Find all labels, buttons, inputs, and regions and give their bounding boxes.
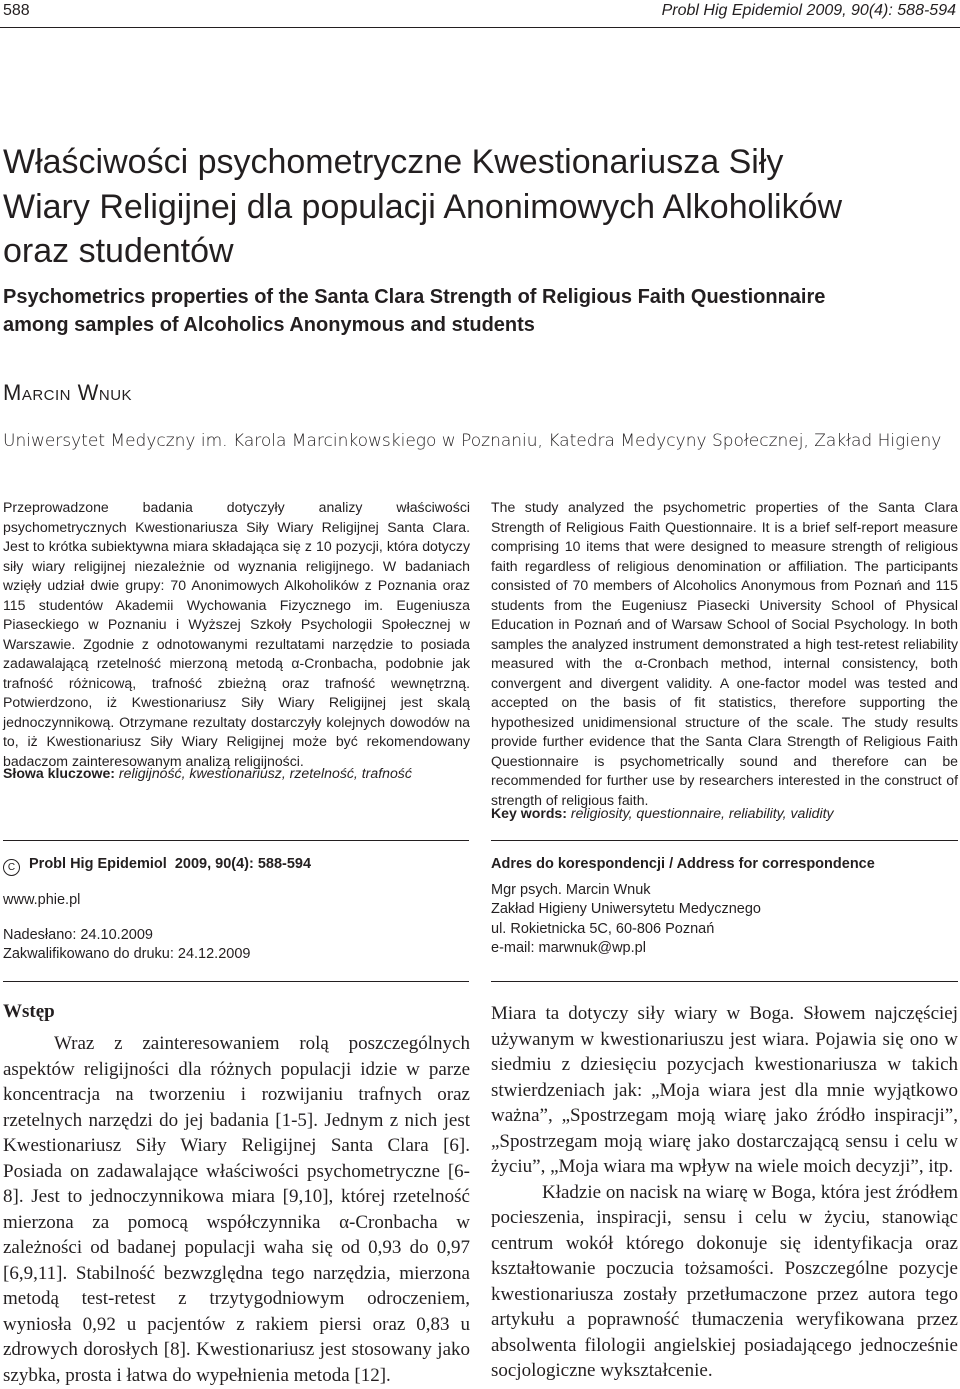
correspondence-name: Mgr psych. Marcin Wnuk [491,881,651,898]
header-rule [0,27,960,28]
divider [3,981,469,982]
page-number: 588 [3,2,30,19]
section-heading: Wstęp [3,1001,55,1022]
divider [491,981,958,982]
citation-details: 2009, 90(4): 588-594 [174,856,312,872]
citation-block [3,855,311,965]
correspondence-email[interactable]: e-mail: marwnuk@wp.pl [491,940,646,956]
title-line: Wiary Religijnej dla populacji Anonimowych Alkoholików [3,187,843,226]
correspondence-block [491,855,875,959]
author-affiliation: Uniwersytet Medyczny im. Karola Marcinkowskiego w Poznaniu, Katedra Medycyny Społecznej, Zakład Higieny [3,431,942,451]
title-line: oraz studentów [3,232,234,270]
citation-line [3,855,311,876]
keywords-english [491,804,834,824]
title-line: Właściwości psychometryczne Kwestionariusza Siły [3,143,784,181]
keywords-polish [3,764,412,784]
keywords-text: religijność, kwestionariusz, rzetelność, trafność [118,765,412,781]
body-paragraph: Wraz z zainteresowaniem rolą poszczególnych aspektów religijności dla różnych populacji idzie w parze koncentracja na tworzeniu i rozwijaniu trafnych oraz rzetelnych narzędzi do jej badania [1-5]. Jednym z nich jest Kwestionariusz Siły Wiary Religijnej Santa Clara [6]. Posiada on zadawalające właściwości psychometryczne [6-8]. Jest to jednoczynnikowa miara [9,10], której rzetelność mierzona za pomocą współczynnika α-Cronbacha w zależności od badanej populacji waha się od 0,93 do 0,97 [6,9,11]. Stabilność bezwzględna tego narzędzia, mierzona metodą test-retest z trzytygodniowym odroczeniem, wyniosła 0,92 u pacjentów z rakiem piersi oraz 0,83 u zdrowych dorosłych [8]. Kwestionariusz jest stosowany jako szybka, prosta i łatwa do wypełnienia metoda [12]. [3,1033,470,1386]
author-name: Marcin Wnuk [3,380,133,405]
article-subtitle-english [3,284,943,339]
received-date: Nadesłano: 24.10.2009 [3,926,153,943]
correspondence-heading: Adres do korespondencji / Address for correspondence [491,856,875,872]
accepted-date: Zakwalifikowano do druku: 24.12.2009 [3,946,251,962]
divider [491,840,958,841]
journal-website-link[interactable]: www.phie.pl [3,892,81,908]
body-paragraph: Miara ta dotyczy siły wiary w Boga. Słowem najczęściej używanym w kwestionariuszu jest wiara. Pojawia się ono w siedmiu z dziesięciu pozycjach kwestionariusza w takich stwierdzeniach jak: „Moja wiara jest dla mnie wyjątkowo ważna”, „Spostrzegam moją wiarę jako źródło inspiracji”, „Spostrzegam moją wiarę jako dostarczającą sensu i celu w życiu”, „Moja wiara ma wpływ na wiele moich decyzji”, itp. [491,1003,958,1177]
body-column-right [491,1001,958,1384]
copyright-icon: C [3,859,20,876]
abstract-english: The study analyzed the psychometric properties of the Santa Clara Strength of Religious Faith Questionnaire. It is a brief self-report measure comprising 10 items that were designed to measure strength of religious faith regardless of religious denomination or affiliation. The participants consisted of 70 members of Alcoholics Anonymous from Poznań and 115 students from the Eugeniusz Piasecki University School of Physical Education in Poznań and of Warsaw School of Social Psychology. In both samples the analyzed instrument demonstrated a high test-retest reliability measured with the α-Cronbach method, internal consistency, both convergent and divergent validity. A one-factor model was tested and accepted on the basis of fit statistics, therefore supporting the hypothesized unidimensional structure of the scale. The study results provide further evidence that the Santa Clara Strength of Religious Faith Questionnaire is psychometrically sound and therefore can be recommended for further use by researchers interested in the construct of strength of religious faith. [491,499,958,808]
body-paragraph: Kładzie on nacisk na wiarę w Boga, która jest źródłem pocieszenia, inspiracji, sensu i celu w życiu, stanowiąc centrum wokół którego dokonuje się identyfikacja oraz kształtowanie poczucia tożsamości. Poszczególne pozycje kwestionariusza zostały przetłumaczone przez autora tego artykułu a poprawność tłumaczenia weryfikowana przez absolwenta filologii angielskiej posiadającego jednocześnie socjologiczne wykształcenie. [491,1181,958,1381]
correspondence-institution: Zakład Higieny Uniwersytetu Medycznego [491,901,761,917]
divider [3,840,469,841]
body-column-left [3,1031,470,1388]
keywords-text: religiosity, questionnaire, reliability, validity [570,805,834,821]
correspondence-street: ul. Rokietnicka 5C, 60-806 Poznań [491,920,715,937]
abstract-polish: Przeprowadzone badania dotyczyły analizy właściwości psychometrycznych Kwestionariusza Siły Wiary Religijnej Santa Clara. Jest to krótka subiektywna miara składająca się z 10 pozycji, która dotyczy siły wiary religijnej niezależnie od wyznania religijnego. W badaniach wzięły udział dwie grupy: 70 Anonimowych Alkoholików z Poznania oraz 115 studentów Akademii Wychowania Fizycznego im. Eugeniusza Piaseckiego w Poznaniu i Wyższej Szkoły Psychologii Społecznej w Warszawie. Zgodnie z odnotowanymi rezultatami narzędzie to posiada zadawalającą rzetelność mierzoną metodą α-Cronbacha, podobnie jak trafność różnicową, trafność zbieżną oraz trafność wewnętrzną. Potwierdzono, iż Kwestionariusz Siły Wiary Religijnej jest skalą jednoczynnikową. Otrzymane rezultaty dostarczyły kolejnych dowodów na to, iż Kwestionariusz Siły Wiary Religijnej może być rekomendowany badaczom zainteresowanym analizą religijności. [3,499,470,769]
subtitle-line: Psychometrics properties of the Santa Clara Strength of Religious Faith Questionnaire [3,286,826,308]
citation-journal: Probl Hig Epidemiol [29,856,167,872]
keywords-label: Słowa kluczowe: [3,765,115,781]
article-title [3,140,943,274]
journal-reference: Probl Hig Epidemiol 2009, 90(4): 588-594 [661,2,956,19]
keywords-label: Key words: [491,805,567,821]
subtitle-line: among samples of Alcoholics Anonymous and students [3,313,535,336]
